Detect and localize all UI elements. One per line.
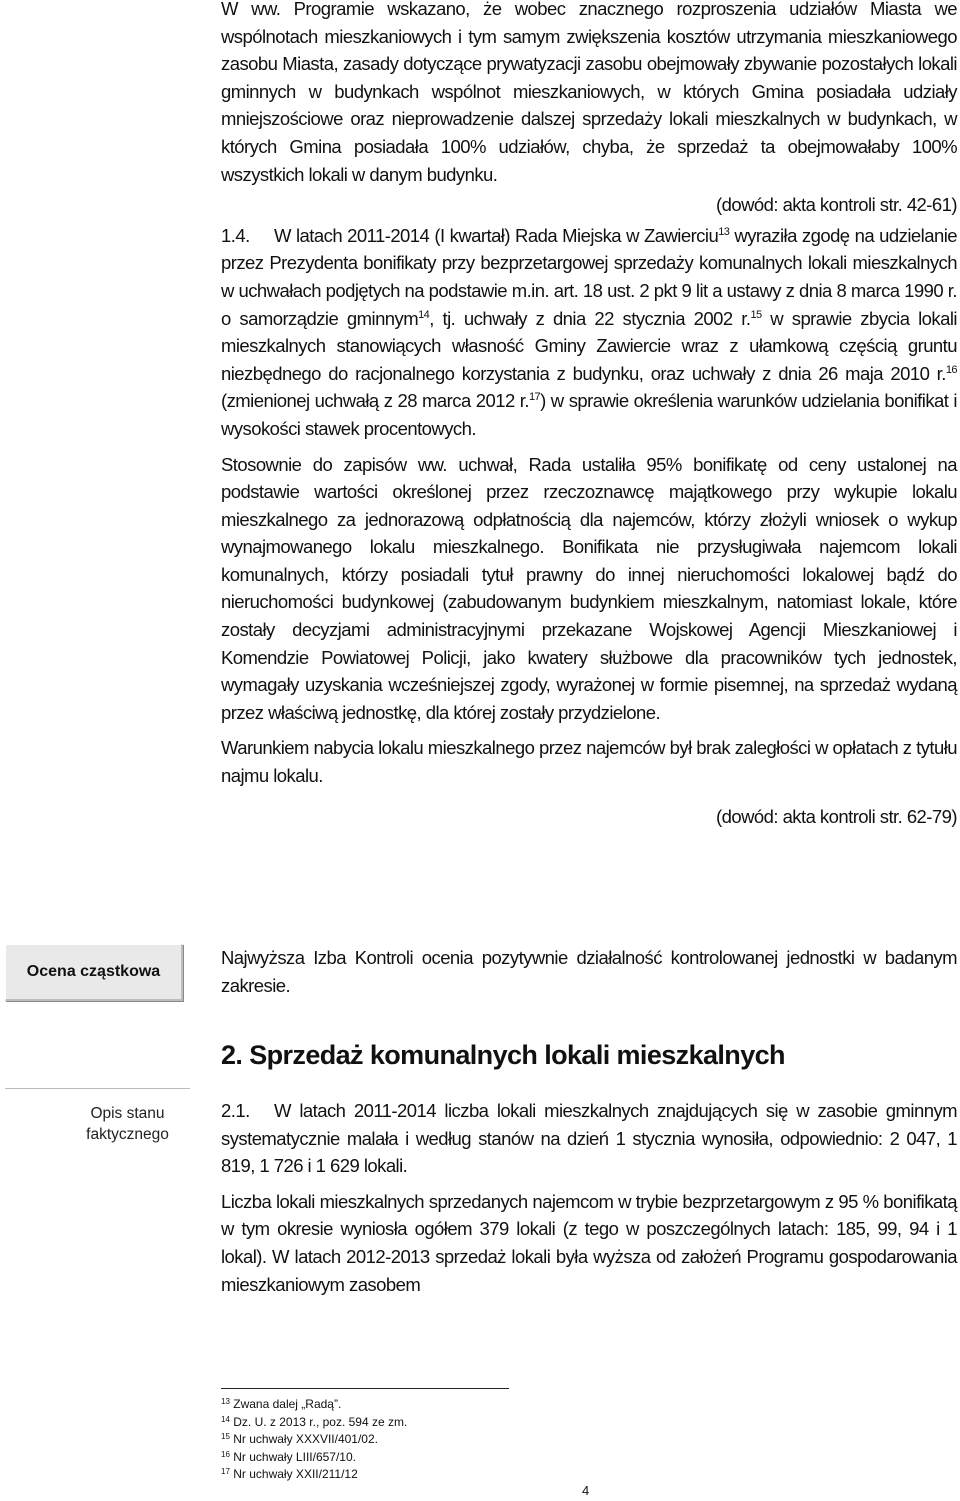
paragraph-text: ) w sprawie określenia warunków udzielania bonifikat i wysokości stawek procentowych. [221, 390, 957, 439]
paragraph-text: wyraziła zgodę na udzielanie przez Prezydenta bonifikaty przy bezprzetargowej sprzedaży komunalnych lokali mieszkalnych w uchwałach podjętych na podstawie m.in. art. 18 ust. 2 pkt 9 lit a ustawy z dnia 8 marca 1990 r. o samorządzie gminnym [221, 224, 957, 329]
paragraph-bonus: Stosownie do zapisów ww. uchwał, Rada ustaliła 95% bonifikatę od ceny ustalonej na podstawie wartości określonej przez rzeczoznawcę majątkowego przy wykupie lokalu mieszkalnego za jednorazową odpłatnością dla najemców, którzy złożyli wniosek o wykup wynajmowanego lokalu mieszkalnego. Bonifikata nie przysługiwała najemcom lokali komunalnych, którzy posiadali tytuł prawny do innej nieruchomości lokalowej bądź do nieruchomości budynkowej (zabudowanym budynkiem mieszkalnym, natomiast lokale, które zostały decyzjami administracyjnymi przekazane Wojskowej Agencji Mieszkaniowej i Komendzie Powiatowej Policji, jako kwatery służbowe dla pracowników tych jednostek, wymagały uzyskania wcześniejszej zgody, wyrażonej w formie pisemnej, na sprzedaż wydaną przez właściwą jednostkę, dla której zostały przydzielone. [221, 453, 957, 723]
footnote-text: Nr uchwały XXII/211/12 [233, 1467, 358, 1482]
body-text-lower [221, 1097, 957, 1298]
footnote [221, 1466, 407, 1484]
footnote-text: Nr uchwały XXXVII/401/02. [233, 1432, 378, 1447]
footnote-number: 17 [221, 1467, 230, 1477]
footnote-text: Nr uchwały LIII/657/10. [233, 1449, 356, 1464]
paragraph-text: W latach 2011-2014 (I kwartał) Rada Miejska w Zawierciu [274, 224, 719, 246]
paragraph-text: (zmienionej uchwałą z 28 marca 2012 r. [221, 390, 529, 412]
footnote-text: Dz. U. z 2013 r., poz. 594 ze zm. [233, 1414, 408, 1429]
assessment-label-box [5, 944, 183, 1001]
evidence-reference: (dowód: akta kontroli str. 42-61) [716, 194, 957, 216]
evidence-reference: (dowód: akta kontroli str. 62-79) [716, 805, 957, 827]
footnote-number: 15 [221, 1432, 230, 1442]
footnote [221, 1414, 407, 1432]
paragraph-text: W latach 2011-2014 liczba lokali mieszkalnych znajdujących się w zasobie gminnym systematycznie malała i według stanów na dzień 1 stycznia wynosiła, odpowiednio: 2 047, 1 819, 1 726 i 1 629 lokali. [221, 1100, 957, 1177]
footnote-ref-13: 13 [718, 225, 730, 238]
paragraph-sales: Liczba lokali mieszkalnych sprzedanych najemcom w trybie bezprzetargowym z 95 % bonifikatą w tym okresie wyniosła ogółem 379 lokali (z tego w poszczególnych latach: 185, 99, 94 i 1 lokal). W latach 2012-2013 sprzedaż lokali była wyższa od założeń Programu gospodarowania mieszkaniowym zasobem [221, 1190, 957, 1295]
assessment-text-block [221, 944, 957, 999]
footnote-text: Zwana dalej „Radą”. [233, 1397, 342, 1411]
footnotes [221, 1396, 407, 1484]
footnote-separator [221, 1388, 509, 1389]
section-heading: 2. Sprzedaż komunalnych lokali mieszkalnych [221, 1040, 785, 1070]
footnote-ref-15: 15 [750, 308, 762, 321]
footnote-number: 13 [221, 1397, 230, 1406]
section-number: 1.4. [221, 224, 250, 246]
footnote-ref-17: 17 [528, 391, 541, 404]
assessment-text: Najwyższa Izba Kontroli ocenia pozytywnie działalność kontrolowanej jednostki w badanym zakresie. [221, 947, 957, 996]
footnote-number: 14 [221, 1414, 230, 1424]
body-text-upper [221, 0, 957, 830]
paragraph-1-4 [221, 222, 957, 443]
paragraph-text: w sprawie zbycia lokali mieszkalnych stanowiących własność Gminy Zawiercie wraz z ułamkową częścią gruntu niezbędnego do racjonalnego korzystania z budynku, oraz uchwały z dnia 26 maja 2010 r. [221, 307, 957, 384]
footnote [221, 1431, 407, 1449]
side-label: Opis stanu faktycznego [86, 1105, 169, 1143]
paragraph-condition: Warunkiem nabycia lokalu mieszkalnego przez najemców był brak zaległości w opłatach z tytułu najmu lokalu. [221, 737, 957, 787]
paragraph-text: , tj. uchwały z dnia 22 stycznia 2002 r. [429, 307, 751, 329]
footnote-number: 16 [221, 1449, 230, 1459]
footnote-ref-16: 16 [945, 363, 957, 376]
paragraph-programme: W ww. Programie wskazano, że wobec znacznego rozproszenia udziałów Miasta we wspólnotach mieszkaniowych i tym samym zwiększenia kosztów utrzymania mieszkaniowego zasobu Miasta, zasady dotyczące prywatyzacji zasobu obejmowały zbywanie pozostałych lokali gminnych w budynkach wspólnot mieszkaniowych, w których Gmina posiadała udziały mniejszościowe oraz nieprowadzenie dalszej sprzedaży lokali mieszkalnych w budynkach, w których Gmina posiadała 100% udziałów, chyba, że sprzedaż ta obejmowałaby 100% wszystkich lokali w danym budynku. [221, 0, 957, 185]
footnote [221, 1449, 407, 1467]
page-number: 4 [582, 1483, 590, 1498]
footnote-ref-14: 14 [418, 308, 430, 321]
section-number: 2.1. [221, 1100, 250, 1121]
footnote [221, 1396, 407, 1414]
paragraph-2-1 [221, 1097, 957, 1180]
side-divider [5, 1088, 190, 1089]
assessment-label: Ocena cząstkowa [26, 963, 161, 980]
